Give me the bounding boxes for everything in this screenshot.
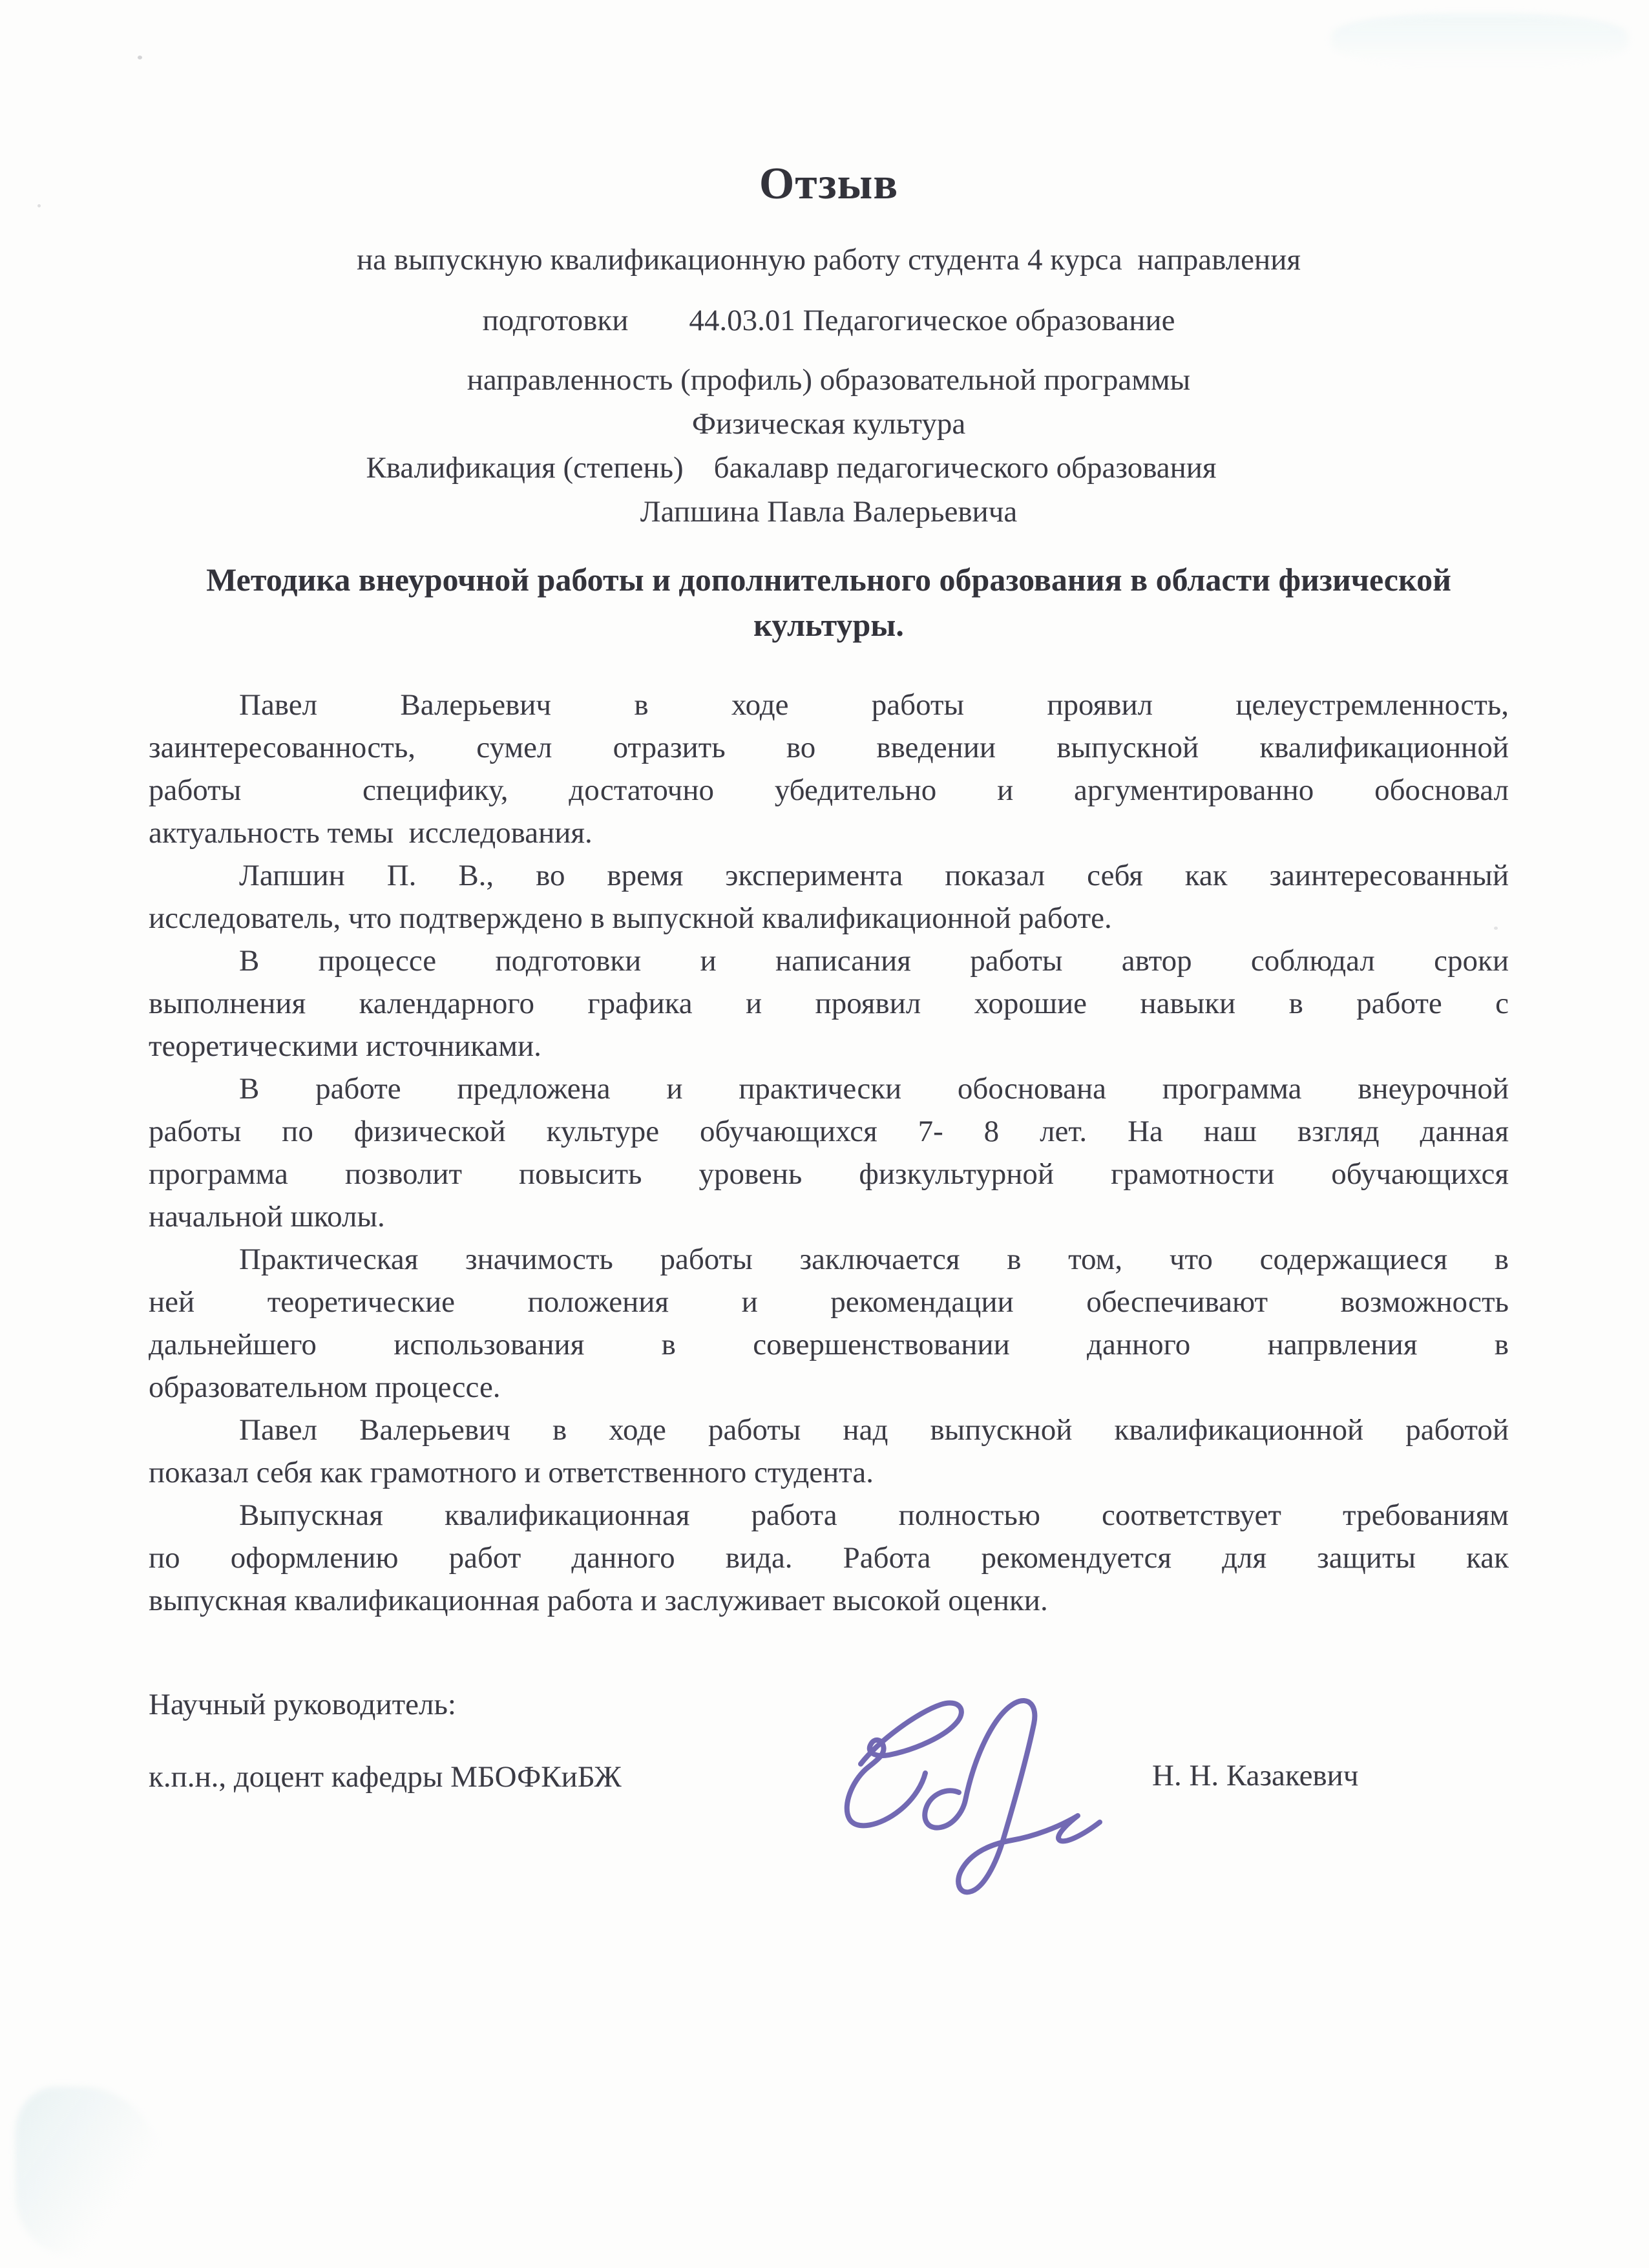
thesis-title: Методика внеурочной работы и дополнительного образования в области физической культуры. <box>206 562 1451 643</box>
subtitle-line: на выпускную квалификационную работу студента 4 курса направления <box>357 243 1301 277</box>
paragraph-line: актуальность темы исследования. <box>149 816 593 850</box>
paragraph-line: Практическая значимость работы заключается в том, что содержащиеся в <box>239 1243 1509 1276</box>
paragraph-line: заинтересованность, сумел отразить во введении выпускной квалификационной <box>149 731 1509 764</box>
subtitle-line: Квалификация (степень) бакалавр педагогического образования <box>366 451 1217 485</box>
paragraph-line: В работе предложена и практически обоснована программа внеурочной <box>239 1072 1509 1106</box>
paragraph-line: Лапшин П. В., во время эксперимента показал себя как заинтересованный <box>239 859 1509 892</box>
paragraph <box>149 1409 1509 1494</box>
paragraph-line: исследователь, что подтверждено в выпускной квалификационной работе. <box>149 901 1112 935</box>
paragraph-line: работы по физической культуре обучающихся 7- 8 лет. На наш взгляд данная <box>149 1115 1509 1148</box>
paragraph-line: выполнения календарного графика и проявил хорошие навыки в работе с <box>149 987 1509 1020</box>
paragraph-line: выпускная квалификационная работа и заслуживает высокой оценки. <box>149 1584 1048 1617</box>
paragraph-line: начальной школы. <box>149 1200 385 1234</box>
paragraph-line: по оформлению работ данного вида. Работа рекомендуется для защиты как <box>149 1541 1509 1575</box>
paragraph-line: показал себя как грамотного и ответственного студента. <box>149 1456 874 1489</box>
subtitle-line: Физическая культура <box>691 407 966 441</box>
paragraph <box>149 1494 1509 1622</box>
supervisor-name: Н. Н. Казакевич <box>1152 1759 1359 1792</box>
signature-ink-icon <box>821 1679 1118 1919</box>
paragraph-line: программа позволит повысить уровень физкультурной грамотности обучающихся <box>149 1157 1509 1191</box>
supervisor-position: к.п.н., доцент кафедры МБОФКиБЖ <box>149 1760 622 1794</box>
subtitle-line: подготовки 44.03.01 Педагогическое образование <box>482 304 1175 337</box>
document-title: Отзыв <box>759 159 899 209</box>
signature-block <box>149 1684 1509 2136</box>
paragraph <box>149 1067 1509 1238</box>
subtitle-line: направленность (профиль) образовательной программы <box>467 363 1191 397</box>
paragraph-line: Выпускная квалификационная работа полностью соответствует требованиям <box>239 1498 1509 1532</box>
paragraph <box>149 684 1509 854</box>
paragraph <box>149 1238 1509 1409</box>
supervisor-label: Научный руководитель: <box>149 1688 456 1721</box>
paragraph-line: дальнейшего использования в совершенствовании данного напрвления в <box>149 1328 1509 1361</box>
paragraph <box>149 940 1509 1067</box>
paragraph-line: образовательном процессе. <box>149 1370 501 1404</box>
paragraph-line: Павел Валерьевич в ходе работы над выпускной квалификационной работой <box>239 1413 1509 1447</box>
paragraph-line: ней теоретические положения и рекомендации обеспечивают возможность <box>149 1285 1509 1319</box>
paragraph-line: В процессе подготовки и написания работы автор соблюдал сроки <box>239 944 1509 978</box>
paragraph-line: теоретическими источниками. <box>149 1029 541 1063</box>
paragraph-line: Павел Валерьевич в ходе работы проявил целеустремленность, <box>239 688 1509 722</box>
paragraph <box>149 854 1509 940</box>
paragraph-line: работы специфику, достаточно убедительно и аргументированно обосновал <box>149 773 1509 807</box>
student-name-line: Лапшина Павла Валерьевича <box>640 495 1018 529</box>
